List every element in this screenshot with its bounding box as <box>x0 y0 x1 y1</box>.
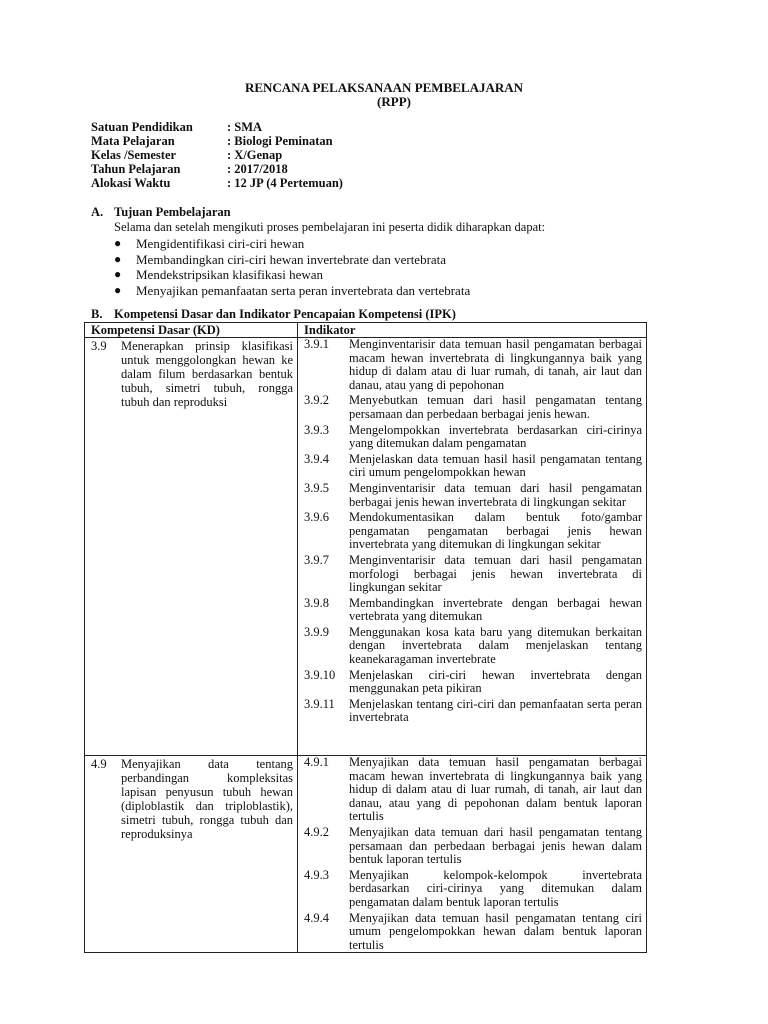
kd-number: 4.9 <box>91 757 107 771</box>
objectives-list <box>91 236 651 298</box>
objective-text: Membandingkan ciri-ciri hewan invertebrate dan vertebrata <box>136 251 447 267</box>
section-a-intro: Selama dan setelah mengikuti proses pembelajaran ini peserta didik diharapkan dapat: <box>114 220 546 234</box>
list-item <box>91 267 651 283</box>
column-header-indikator: Indikator <box>298 323 647 338</box>
document-subtitle: (RPP) <box>377 94 411 109</box>
indicator-text: Menjelaskan data temuan hasil hasil pengamatan tentang ciri umum pengelompokkan hewan <box>349 451 642 480</box>
list-item <box>91 252 651 268</box>
indicator-text: Mendokumentasikan dalam bentuk foto/gambar pengamatan pengamatan berbagai jenis hewan invertebrata yang ditemukan di lingkungan sekitar <box>349 510 642 552</box>
kd-cell <box>85 756 298 953</box>
indicator-text: Menyebutkan temuan dari hasil pengamatan tentang persamaan dan perbedaan berbagai jenis hewan. <box>349 393 642 421</box>
section-letter: B. <box>91 307 103 321</box>
identity-row <box>91 134 343 148</box>
kd-number: 3.9 <box>91 339 107 353</box>
indicator-number: 4.9.2 <box>304 824 329 839</box>
bullet-icon: ● <box>114 251 122 266</box>
indicator-number: 4.9.3 <box>304 867 329 882</box>
section-a <box>91 205 651 298</box>
section-title: Kompetensi Dasar dan Indikator Pencapaian Kompetensi (IPK) <box>114 307 456 321</box>
indicator-item <box>304 482 642 509</box>
indicator-number: 3.9.9 <box>304 624 329 639</box>
identity-row <box>91 120 343 134</box>
identity-label: Satuan Pendidikan <box>91 120 193 134</box>
indicator-item <box>304 338 642 392</box>
indicator-cell <box>298 338 647 756</box>
table-row <box>85 756 647 953</box>
indicator-item <box>304 511 642 552</box>
indicator-text: Menyajikan data temuan hasil pengamatan tentang ciri umum pengelompokkan hewan dalam bentuk laporan tertulis <box>349 910 642 952</box>
indicator-item <box>304 554 642 595</box>
table-header-row <box>85 323 647 338</box>
objective-text: Mengidentifikasi ciri-ciri hewan <box>136 236 305 251</box>
indicator-item <box>304 394 642 421</box>
indicator-cell <box>298 756 647 953</box>
indicator-item <box>304 597 642 624</box>
indicator-number: 3.9.2 <box>304 393 329 408</box>
section-title: Tujuan Pembelajaran <box>114 205 231 219</box>
indicator-number: 3.9.1 <box>304 337 329 351</box>
identity-value: : X/Genap <box>227 148 283 162</box>
indicator-number: 4.9.1 <box>304 755 329 769</box>
kd-text: Menyajikan data tentang perbandingan kompleksitas lapisan penyusun tubuh hewan (diploblastik dan triploblastik), simetri tubuh, rongga tubuh dan reproduksinya <box>121 757 293 841</box>
indicator-item <box>304 626 642 667</box>
indicator-number: 4.9.4 <box>304 910 329 925</box>
identity-row <box>91 162 343 176</box>
indicator-item <box>304 869 642 910</box>
indicator-item <box>304 698 642 725</box>
section-letter: A. <box>91 205 104 219</box>
indicator-text: Menginventarisir data temuan dari hasil pengamatan berbagai jenis hewan invertebrata di lingkungan sekitar <box>349 480 642 509</box>
bullet-icon: ● <box>114 282 122 297</box>
indicator-item <box>304 669 642 696</box>
objective-text: Mendekstripsikan klasifikasi hewan <box>136 267 324 282</box>
indicator-text: Menggunakan kosa kata baru yang ditemukan berkaitan dengan invertebrata dalam menjelaskan tentang keanekaragaman invertebrate <box>349 624 642 667</box>
identity-label: Tahun Pelajaran <box>91 162 181 176</box>
section-b-heading <box>91 307 456 322</box>
indicator-text: Menyajikan kelompok-kelompok invertebrata berdasarkan ciri-cirinya yang ditemukan dalam pengamatan dalam bentuk laporan tertulis <box>349 867 642 909</box>
indicator-number: 3.9.7 <box>304 552 329 567</box>
indicator-text: Membandingkan invertebrate dengan berbagai hewan vertebrata yang ditemukan <box>349 595 642 624</box>
list-item <box>91 236 651 252</box>
objective-text: Menyajikan pemanfaatan serta peran invertebrata dan vertebrata <box>136 282 471 298</box>
indicator-text: Menjelaskan ciri-ciri hewan invertebrata dengan menggunakan peta pikiran <box>349 667 642 696</box>
identity-label: Kelas /Semester <box>91 148 177 162</box>
indicator-number: 3.9.6 <box>304 510 329 525</box>
kd-text: Menerapkan prinsip klasifikasi untuk menggolongkan hewan ke dalam filum berdasarkan bentuk tubuh, simetri tubuh, rongga tubuh dan reproduksi <box>121 339 293 409</box>
bullet-icon: ● <box>114 267 122 281</box>
identity-value: : Biologi Peminatan <box>227 134 333 148</box>
indicator-item <box>304 826 642 867</box>
identity-label: Alokasi Waktu <box>91 176 171 190</box>
identity-block <box>91 120 343 190</box>
section-a-heading <box>91 205 651 220</box>
indicator-item <box>304 912 642 953</box>
identity-label: Mata Pelajaran <box>91 134 175 148</box>
indicator-text: Menjelaskan tentang ciri-ciri dan pemanfaatan serta peran invertebrata <box>349 696 642 725</box>
indicator-text: Menginventarisir data temuan dari hasil pengamatan morfologi berbagai jenis hewan invertebrata di lingkungan sekitar <box>349 552 642 595</box>
kd-cell <box>85 338 298 756</box>
indicator-text: Menginventarisir data temuan hasil pengamatan berbagai macam hewan invertebrata di lingkungannya baik yang hidup di dalam atau di luar rumah, di tanah, air laut dan danau, atau yang di pepohonan <box>349 337 642 392</box>
indicator-number: 3.9.10 <box>304 667 336 682</box>
document-title: RENCANA PELAKSANAAN PEMBELAJARAN <box>244 80 524 95</box>
indicator-number: 3.9.5 <box>304 480 329 495</box>
indicator-number: 3.9.3 <box>304 422 329 437</box>
identity-row <box>91 176 343 190</box>
indicator-item <box>304 756 642 824</box>
indicator-number: 3.9.4 <box>304 451 329 466</box>
column-header-kd: Kompetensi Dasar (KD) <box>85 323 298 338</box>
indicator-text: Menyajikan data temuan hasil pengamatan berbagai macam hewan invertebrata di lingkungannya baik yang hidup di dalam atau di luar rumah, di tanah, air laut dan danau, atau yang di pepohonan dalam bentuk laporan tertulis <box>349 755 642 824</box>
table-row <box>85 338 647 756</box>
indicator-item <box>304 453 642 480</box>
identity-value: : 12 JP (4 Pertemuan) <box>227 176 343 190</box>
identity-row <box>91 148 343 162</box>
identity-value: : SMA <box>227 120 263 134</box>
indicator-text: Mengelompokkan invertebrata berdasarkan ciri-cirinya yang ditemukan dalam pengamatan <box>349 422 642 451</box>
competency-table <box>84 322 647 953</box>
indicator-text: Menyajikan data temuan dari hasil pengamatan tentang persamaan dan perbedaan berbagai jenis hewan dalam bentuk laporan tertulis <box>349 824 642 867</box>
list-item <box>91 283 651 299</box>
bullet-icon: ● <box>114 236 122 250</box>
indicator-item <box>304 424 642 451</box>
identity-value: : 2017/2018 <box>227 162 288 176</box>
indicator-number: 3.9.11 <box>304 696 335 711</box>
indicator-number: 3.9.8 <box>304 595 329 610</box>
